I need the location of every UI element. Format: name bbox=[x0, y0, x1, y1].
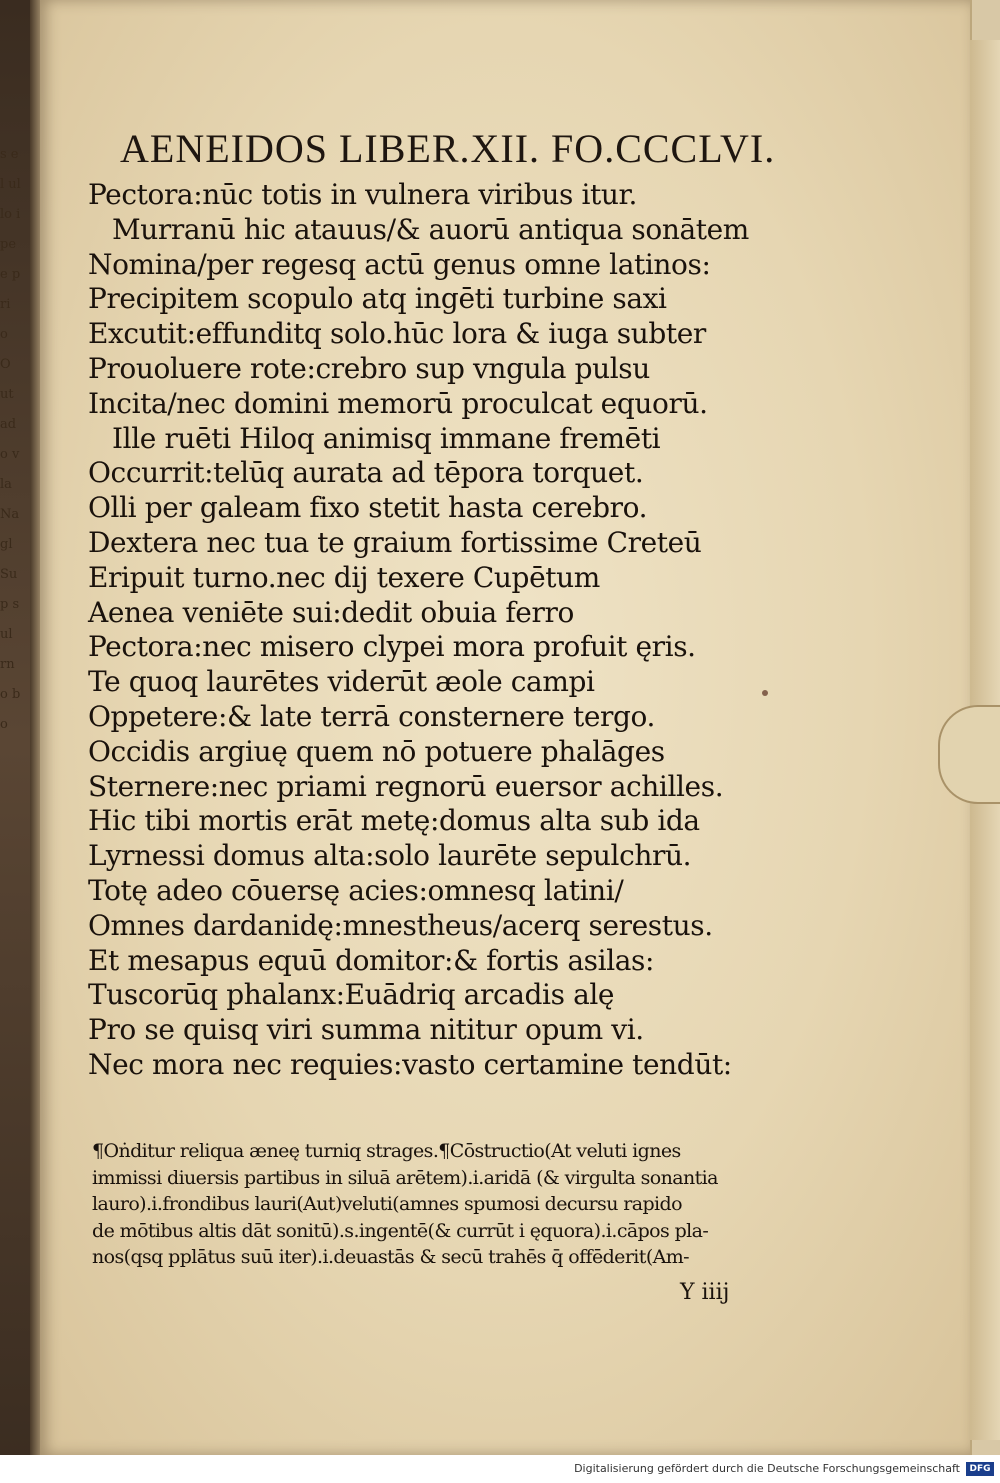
ink-stain bbox=[762, 690, 768, 696]
commentary-line: lauro).i.frondibus lauri(Aut)veluti(amnes spumosi decursu rapido bbox=[92, 1193, 682, 1215]
verse-line: Nomina/per regesq actū genus omne latinos: bbox=[88, 247, 711, 281]
verse-line: Omnes dardanidę:mnestheus/acerq serestus. bbox=[88, 908, 713, 942]
verse-line: Totę adeo cōuersę acies:omnesq latini/ bbox=[88, 873, 624, 907]
verse-line: Occurrit:telūq aurata ad tēpora torquet. bbox=[88, 456, 644, 490]
verse-line: Dextera nec tua te graium fortissime Creteū bbox=[88, 525, 702, 559]
verse-line: Oppetere:& late terrā consternere tergo. bbox=[88, 699, 655, 733]
verse-line: Pro se quisq viri summa nititur opum vi. bbox=[88, 1013, 644, 1047]
dfg-logo: DFG bbox=[966, 1462, 994, 1476]
verse-line: Pectora:nec misero clypei mora profuit ęris. bbox=[88, 630, 696, 664]
verse-line: Occidis argiuę quem nō potuere phalāges bbox=[88, 734, 665, 768]
verse-line: Te quoq laurētes viderūt æole campi bbox=[88, 665, 595, 699]
verse-line: Murranū hic atauus/& auorū antiqua sonātem bbox=[112, 212, 749, 246]
verse-line: Sternere:nec priami regnorū euersor achilles. bbox=[88, 769, 724, 803]
commentary-line: de mōtibus altis dāt sonitū).s.ingentē(& currūt i ęquora).i.cāpos pla- bbox=[92, 1219, 709, 1242]
verse-line: Eripuit turno.nec dij texere Cupētum bbox=[88, 560, 600, 594]
verse-line: Excutit:effunditq solo.hūc lora & iuga subter bbox=[88, 317, 706, 351]
verse-line: Et mesapus equū domitor:& fortis asilas: bbox=[88, 943, 655, 977]
verse-line: Aenea veniēte sui:dedit obuia ferro bbox=[88, 595, 574, 629]
page-tab-notch bbox=[938, 705, 1000, 804]
verse-line: Olli per galeam fixo stetit hasta cerebro. bbox=[88, 491, 648, 525]
verse-line: Ille ruēti Hiloq animisq immane fremēti bbox=[112, 421, 661, 455]
verse-line: Nec mora nec requies:vasto certamine tendūt: bbox=[88, 1047, 732, 1081]
verse-line: Prouoluere rote:crebro sup vngula pulsu bbox=[88, 351, 650, 385]
verse-line: Pectora:nūc totis in vulnera viribus itur. bbox=[88, 178, 637, 211]
commentary-line: ¶Oṅditur reliqua æneę turniq strages.¶Cōstructio(At veluti ignes bbox=[92, 1140, 681, 1162]
verse-block bbox=[88, 178, 788, 1083]
commentary-line: nos(qsq pplātus suū iter).i.deuastās & secū trahēs q̄ offēderit(Am- bbox=[92, 1246, 689, 1268]
verse-line: Tuscorūq phalanx:Euādriq arcadis alę bbox=[88, 978, 615, 1012]
verse-line: Precipitem scopulo atq ingēti turbine saxi bbox=[88, 282, 667, 316]
verse-line: Hic tibi mortis erāt metę:domus alta sub ida bbox=[88, 804, 700, 838]
footer-credit: Digitalisierung gefördert durch die Deutsche Forschungsgemeinschaft bbox=[574, 1462, 960, 1475]
verse-line: Lyrnessi domus alta:solo laurēte sepulchrū. bbox=[88, 839, 692, 873]
verse-line: Incita/nec domini memorū proculcat equorū. bbox=[88, 386, 708, 420]
page-header: AENEIDOS LIBER.XII. FO.CCCLVI. bbox=[120, 126, 776, 171]
facing-page-fragment: s el ullo ipe e pri o O ut ado vla Na gl Sup sul rno bo bbox=[0, 147, 21, 732]
commentary-block bbox=[92, 1138, 812, 1271]
signature-mark: Y iiij bbox=[680, 1280, 730, 1305]
commentary-line: immissi diuersis partibus in siluā arētem).i.aridā (& virgulta sonantia bbox=[92, 1166, 718, 1189]
